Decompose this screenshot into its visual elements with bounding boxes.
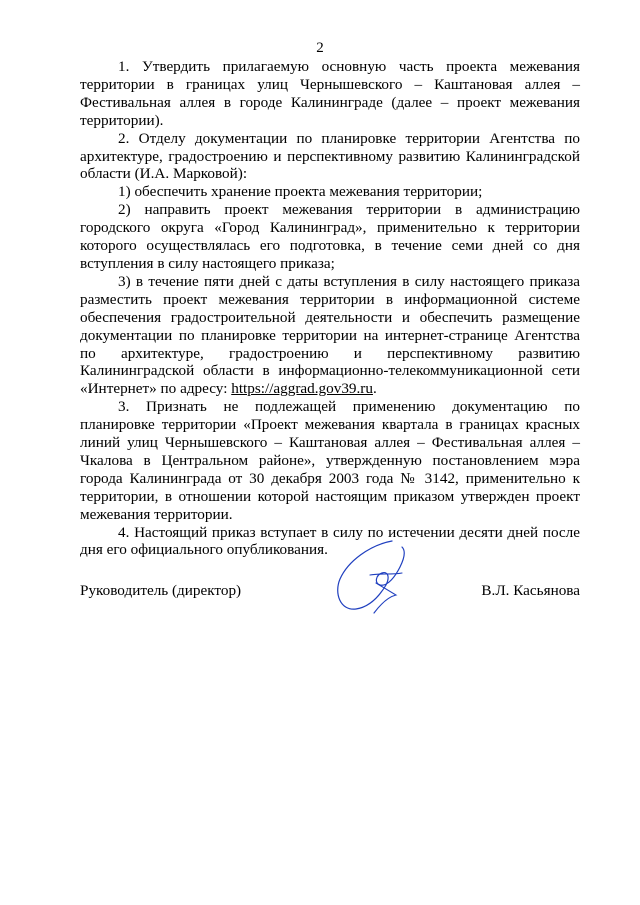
website-link[interactable]: https://aggrad.gov39.ru (231, 380, 373, 398)
paragraph-1: 1. Утвердить прилагаемую основную часть проекта межевания территории в границах улиц Чернышевского – Каштановая аллея – Фестивальная аллея в городе Калининграде (далее – проект межевания территории). (80, 58, 580, 129)
paragraph-2-item-3-end: . (372, 380, 377, 398)
paragraph-2-item-1: 1) обеспечить хранение проекта межевания территории; (118, 183, 483, 201)
paragraph-2-item-3-text: 3) в течение пяти дней с даты вступления в силу настоящего приказа разместить проект межевания территории в информационной системе обеспечения градостроительной деятельности и обеспечить размещение документации по планировке территории на интернет-странице Агентства по архитектуре, градостроению и перспективному развитию Калининградской области в информационно-телекоммуникационной сети «Интернет» по адресу: (80, 272, 580, 398)
paragraph-2-item-2: 2) направить проект межевания территории в администрацию городского округа «Город Калининград», применительно к территории которого осуществлялась его подготовка, в течение семи дней со дня вступления в силу настоящего приказа; (80, 201, 580, 272)
paragraph-2-item-3 (80, 273, 580, 398)
document-body (80, 58, 580, 559)
paragraph-3: 3. Признать не подлежащей применению документацию по планировке территории «Проект межевания квартала в границах красных линий улиц Чернышевского – Каштановая аллея – Фестивальная аллея – Чкалова в Центральном районе», утвержденную постановлением мэра города Калининграда от 30 декабря 2003 года № 3142, применительно к территории, в отношении которой настоящим приказом утвержден проект межевания территории. (80, 398, 580, 523)
signer-name: В.Л. Касьянова (481, 582, 580, 599)
paragraph-4: 4. Настоящий приказ вступает в силу по истечении десяти дней после дня его официального опубликования. (80, 523, 580, 559)
signature-block (80, 582, 580, 602)
handwritten-signature (330, 535, 420, 620)
signer-title: Руководитель (директор) (80, 582, 242, 599)
paragraph-2: 2. Отделу документации по планировке территории Агентства по архитектуре, градостроению и перспективному развитию Калининградской области (И.А. Марковой): (80, 129, 580, 183)
page-number: 2 (316, 40, 324, 56)
